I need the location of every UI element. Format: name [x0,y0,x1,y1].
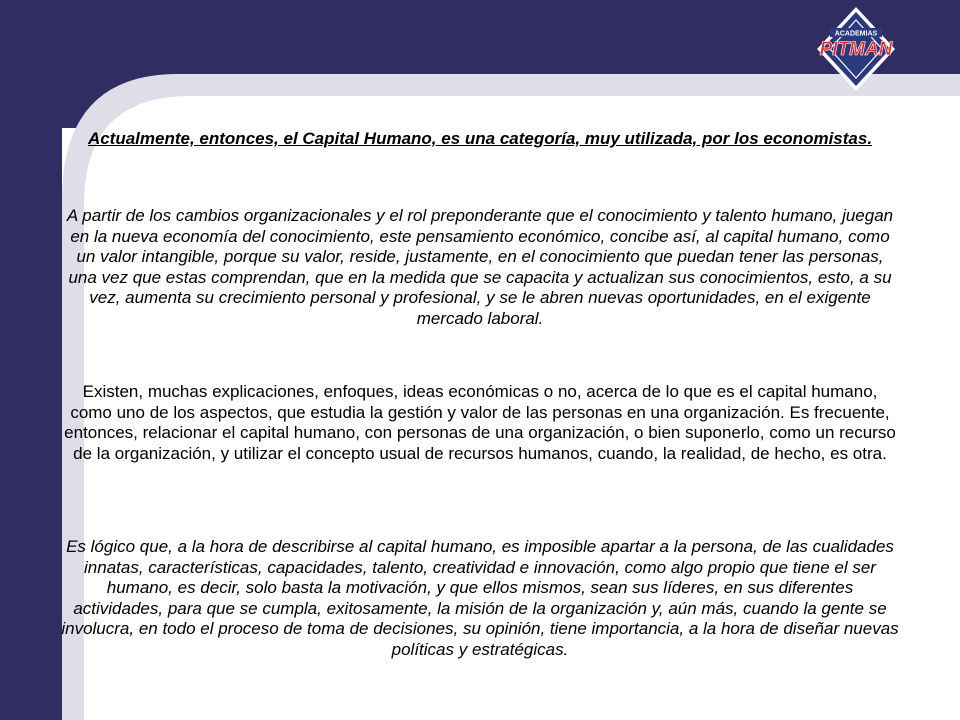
paragraph-2: Existen, muchas explicaciones, enfoques, ideas económicas o no, acerca de lo que es el capital humano, como uno de los aspectos, que estudia la gestión y valor de las personas en una organización. Es frecuente, entonces, relacionar el capital humano, con personas de una organización, o bien suponerlo, como un recurso de la organización, y utilizar el concepto usual de recursos humanos, cuando, la realidad, de hecho, es otra. [64,382,896,463]
pitman-logo [800,6,912,92]
paragraph-1: A partir de los cambios organizacionales y el rol preponderante que el conocimiento y talento humano, juegan en la nueva economía del conocimiento, este pensamiento económico, concibe así, al capital humano, como un valor intangible, porque su valor, reside, justamente, en el conocimiento que puedan tener las personas, una vez que estas comprendan, que en la medida que se capacita y actualizan sus conocimientos, esto, a su vez, aumenta su crecimiento personal y profesional, y se le abren nuevas oportunidades, en el exigente mercado laboral. [66,206,894,328]
paragraph-3: Es lógico que, a la hora de describirse al capital humano, es imposible apartar a la persona, de las cualidades innatas, características, capacidades, talento, creatividad e innovación, como algo propio que tiene el ser humano, es decir, solo basta la motivación, y que ellos mismos, sean sus líderes, en sus diferentes actividades, para que se cumpla, exitosamente, la misión de la organización y, aún más, cuando la gente se involucra, en todo el proceso de toma de decisiones, su opinión, tiene importancia, a la hora de diseñar nuevas políticas y estratégicas. [61,537,899,659]
slide-heading: Actualmente, entonces, el Capital Humano, es una categoría, muy utilizada, por los economistas. [87,129,873,148]
logo-small-text: ACADEMIAS [834,30,878,38]
logo-brand-text: PITMAN [819,39,893,60]
navy-left-band [0,0,62,720]
